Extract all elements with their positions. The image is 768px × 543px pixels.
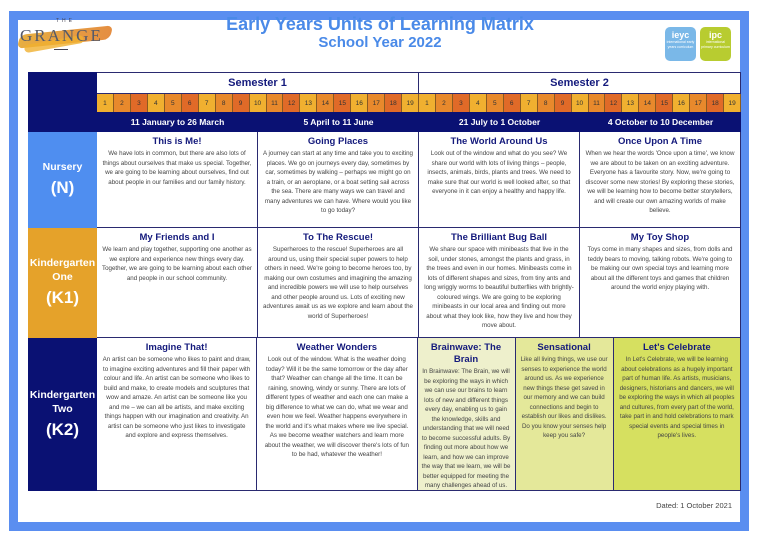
ieyc-badge-icon: ieyc international early years curriculum (665, 27, 696, 61)
nursery-row (28, 132, 741, 228)
unit-title: Sensational (537, 342, 591, 353)
semester-1-header: Semester 1 (97, 72, 419, 94)
term-3-dates: 21 July to 1 October (458, 117, 541, 127)
unit-cell (419, 132, 580, 228)
week-cell: 5 (487, 94, 504, 112)
week-cell: 6 (504, 94, 521, 112)
logo-name: GRANGE (20, 26, 103, 45)
logo-the: THE (56, 18, 75, 24)
unit-title: Imagine That! (145, 342, 208, 353)
unit-description: Superheroes to the rescue! Superheroes are all around us, using their special super powers to help others in need. We're going to become heroes too, by making our own costumes and imagining the amazing and incredible powers we will use to help ourselves and other people around us. Lots of exciting new adventures await us as we explore and learn about the world of Superheroes! (263, 246, 413, 320)
week-cell: 2 (436, 94, 453, 112)
level-label-nursery: Nursery (N) (28, 132, 97, 228)
week-cell: 11 (589, 94, 606, 112)
week-cell: 13 (622, 94, 639, 112)
school-logo (18, 18, 118, 56)
unit-title: My Toy Shop (630, 232, 690, 243)
week-cell: 8 (216, 94, 233, 112)
week-cell: 14 (317, 94, 334, 112)
unit-description: We learn and play together, supporting one another as we explore and experience new things every day. Together, we are going to be learning about each other and people in our school community. (102, 246, 252, 282)
week-cell: 19 (402, 94, 419, 112)
week-cell: 17 (690, 94, 707, 112)
week-cell: 3 (453, 94, 470, 112)
unit-description: Toys come in many shapes and sizes, from dolls and teddy bears to moving, talking robots. We're going to be making our own special toys and learning more about all the different toys and games that children around the world enjoy playing with. (587, 246, 733, 291)
week-cell: 6 (182, 94, 199, 112)
corner-cell (28, 112, 97, 132)
kindergarten-one-row (28, 228, 741, 338)
week-cell: 10 (250, 94, 267, 112)
learning-matrix (28, 72, 741, 491)
title-main: Early Years Units of Learning Matrix (226, 14, 534, 34)
week-cell: 15 (656, 94, 673, 112)
unit-cell (258, 228, 419, 338)
unit-cell (419, 228, 580, 338)
level-label-k1: Kindergarten One (K1) (28, 228, 97, 338)
week-cell: 18 (707, 94, 724, 112)
unit-cell (97, 132, 258, 228)
week-cell: 5 (165, 94, 182, 112)
week-cell: 2 (114, 94, 131, 112)
term-2-dates: 5 April to 11 June (303, 117, 374, 127)
unit-cell (257, 338, 417, 491)
dated-footer: Dated: 1 October 2021 (656, 501, 732, 510)
logo-underline (54, 49, 68, 50)
title-year: School Year 2022 (318, 34, 442, 51)
unit-title: To The Rescue! (302, 232, 374, 243)
semester-2-header: Semester 2 (419, 72, 741, 94)
week-cell: 7 (521, 94, 538, 112)
unit-cell (614, 338, 741, 491)
weeks-row (28, 94, 741, 112)
unit-description: We share our space with minibeasts that live in the soil, under stones, amongst the plants and grass, in the trees and even in our homes. Minibeasts come in lots of different shapes and sizes, from tiny ants and long wriggly worms to beautiful butterflies with brightly-coloured wings. We are going to be exploring minibeasts in our local area and finding out more about what they look like, how they live and how they move about. (424, 246, 574, 329)
term-1-dates: 11 January to 26 March (130, 117, 225, 127)
unit-cell (580, 228, 741, 338)
unit-description: In Brainwave: The Brain, we will be exploring the ways in which we can use our brains to learn lots of new and different things every day, enabling us to gain the knowledge, skills and understanding that we will need to become successful adults. By finding out more about how we learn, and how we can improve the way that we learn, we will be better equipped for meeting the many challenges ahead of us. (421, 368, 511, 489)
unit-title: Once Upon A Time (617, 136, 703, 147)
unit-description: Like all living things, we use our senses to experience the world around us. As we experience new things these get saved in our memory and we can build connections and begin to establish our likes and dislikes. Do you know your senses help keep you safe? (520, 356, 608, 439)
unit-title: Let's Celebrate (642, 342, 711, 353)
week-cell: 18 (385, 94, 402, 112)
unit-cell (516, 338, 614, 491)
unit-title: The Brilliant Bug Ball (450, 232, 548, 243)
unit-cell (258, 132, 419, 228)
term-dates-row (28, 112, 741, 132)
unit-title: This is Me! (152, 136, 202, 147)
week-cell: 1 (419, 94, 436, 112)
semester-header-row (28, 72, 741, 94)
unit-cell (97, 338, 257, 491)
curriculum-badges (665, 27, 731, 61)
unit-cell (418, 338, 516, 491)
ipc-badge-icon: ipc international primary curriculum (700, 27, 731, 61)
unit-title: Weather Wonders (296, 342, 378, 353)
level-label-k2: Kindergarten Two (K2) (28, 338, 97, 491)
unit-description: When we hear the words 'Once upon a time', we know we are about to be taken on an exciting adventure. Everyone has a favourite story. Now, we're going to discover some new stories! By exploring these stories, we will be learning how to become better storytellers, and will create our own amazing worlds of make believe. (585, 150, 735, 214)
week-cell: 10 (572, 94, 589, 112)
corner-cell (28, 72, 97, 94)
week-cell: 8 (538, 94, 555, 112)
week-cell: 11 (267, 94, 284, 112)
week-cell: 1 (97, 94, 114, 112)
week-cell: 17 (368, 94, 385, 112)
unit-description: An artist can be someone who likes to paint and draw, to imagine exciting adventures and fill their paper with colour and life. An artist can be someone who likes to build and make, to create models and sculptures that wow and amaze. An artist can be someone like you and me – we can all be artists, and make exciting things happen with our imagination and creativity. An artist can be someone who just likes to investigate and explore and express themselves. (102, 356, 251, 439)
semester-1-weeks (97, 94, 419, 112)
week-cell: 7 (199, 94, 216, 112)
week-cell: 4 (470, 94, 487, 112)
unit-title: My Friends and I (139, 232, 215, 243)
unit-description: Look out of the window. What is the weather doing today? Will it be the same tomorrow or the day after that? Weather can change all the time. It can be raining, snowing, windy or sunny. There are lots of different types of weather and each one can make a big difference to what we can do, what we wear and even how we feel. Weather happens everywhere in the world and it's what makes where we live special. As we become weather watchers and learn more about the weather, we will discover there's lots of fun to be had, whatever the weather! (264, 356, 409, 458)
unit-description: We have lots in common, but there are also lots of things about ourselves that make us special. Together, we are going to be learning about ourselves, find out about people in our families and our family history. (102, 150, 252, 186)
week-cell: 15 (334, 94, 351, 112)
page-title (200, 14, 560, 52)
unit-title: Brainwave: The Brain (430, 342, 502, 365)
unit-description: In Let's Celebrate, we will be learning about celebrations as a hugely important part of human life. As artists, musicians, designers, historians and dancers, we will be exploring the ways in which all peoples and cultures, from every part of the world, take part in and hold celebrations to mark special events and special times in people's lives. (619, 356, 735, 439)
week-cell: 13 (300, 94, 317, 112)
week-cell: 12 (605, 94, 622, 112)
unit-title: Going Places (307, 136, 369, 147)
term-4-dates: 4 October to 10 December (607, 117, 714, 127)
week-cell: 9 (233, 94, 250, 112)
kindergarten-two-row (28, 338, 741, 491)
unit-cell (580, 132, 741, 228)
week-cell: 3 (131, 94, 148, 112)
week-cell: 16 (673, 94, 690, 112)
corner-cell (28, 94, 97, 112)
week-cell: 16 (351, 94, 368, 112)
week-cell: 19 (724, 94, 741, 112)
semester-2-weeks (419, 94, 741, 112)
week-cell: 12 (283, 94, 300, 112)
week-cell: 14 (639, 94, 656, 112)
unit-description: Look out of the window and what do you see? We share our world with lots of living things – people, insects, animals, birds, plants and trees. We need to make sure that our world is well looked after, so that everyone in it can enjoy a healthy and happy life. (427, 150, 571, 195)
week-cell: 9 (555, 94, 572, 112)
unit-cell (97, 228, 258, 338)
unit-title: The World Around Us (450, 136, 548, 147)
unit-description: A journey can start at any time and take you to exciting places. We go on journeys every day, sometimes by car, sometimes by walking – perhaps we might go on a train, or an aeroplane, or a boat setting sail across the sea. There are many ways we can travel and many adventures we can have. Where would you like to go today? (263, 150, 413, 214)
week-cell: 4 (148, 94, 165, 112)
